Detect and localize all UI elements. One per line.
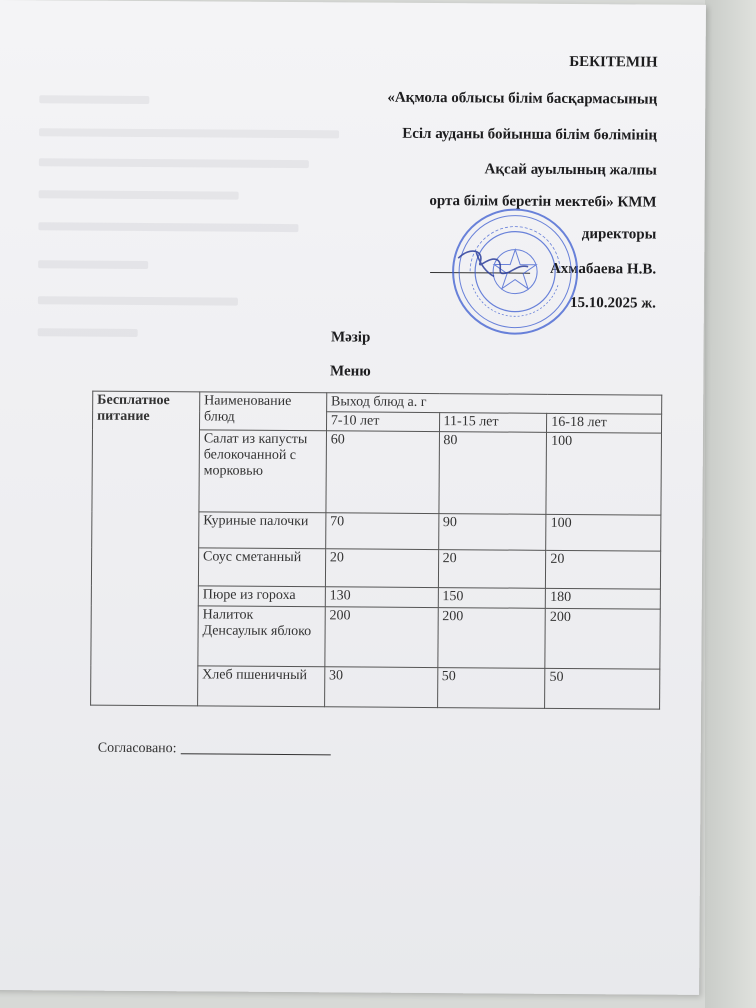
dish-name: Налиток Денсаулык яблоко [198,606,325,667]
portion-cell: 130 [325,587,438,608]
agreed-label: Согласовано: [97,740,177,757]
stamp-icon [450,206,581,337]
title-kazakh: Мәзір [330,329,371,346]
approval-heading: БЕКІТЕМІН [569,53,658,71]
portion-cell: 50 [545,668,660,709]
bleed-through-text [39,190,239,199]
title-russian: Меню [329,363,371,380]
portion-cell: 80 [438,432,546,515]
portion-cell: 50 [437,668,545,709]
portion-cell: 200 [437,608,545,669]
org-line-1: «Ақмола облысы білім басқармасының [387,89,658,108]
dish-name: Куриные палочки [199,512,326,549]
dish-name: Соус сметанный [198,548,325,587]
bleed-through-text [39,158,309,168]
bleed-through-text [38,296,238,305]
director-name: Ахмабаева Н.В. [549,260,657,278]
agreed-signature-line [181,753,331,755]
dish-name: Хлеб пшеничный [197,666,324,707]
bleed-through-text [39,128,339,138]
table-header-row [93,391,662,414]
bleed-through-text [38,222,298,232]
portion-cell: 90 [438,514,546,551]
portion-cell: 70 [325,513,438,550]
org-line-4: орта білім беретін мектебі» КММ [429,193,657,211]
age-header: 11-15 лет [439,413,547,433]
portion-cell: 100 [546,514,661,551]
portion-cell: 60 [326,431,439,514]
org-line-3: Ақсай ауылының жалпы [484,161,657,179]
agreed-block [98,741,331,759]
portion-cell: 200 [325,607,438,668]
portion-cell: 20 [325,549,438,588]
dish-name: Салат из капусты белокочанной с морковью [199,430,326,513]
portion-cell: 150 [438,588,546,609]
bleed-through-text [39,95,149,104]
approval-date: 15.10.2025 ж. [569,294,656,312]
dish-name: Пюре из гороха [198,586,325,607]
dish-name-header: Наименование блюд [199,392,326,431]
age-header: 16-18 лет [547,413,662,433]
age-header: 7-10 лет [326,412,439,432]
wall-background [705,0,756,1008]
portion-cell: 180 [546,588,661,609]
menu-table [90,391,662,710]
portion-cell: 20 [438,550,546,589]
portion-cell: 30 [324,667,437,708]
bleed-through-text [38,260,148,269]
portion-cell: 200 [545,608,660,669]
org-line-2: Есіл ауданы бойынша білім бөлімінің [402,125,658,144]
portion-cell: 20 [546,550,661,589]
director-title: директоры [581,226,657,243]
free-meal-header: Бесплатное питание [91,391,200,706]
portion-cell: 100 [546,432,661,515]
output-header: Выход блюд а. г [326,393,661,414]
